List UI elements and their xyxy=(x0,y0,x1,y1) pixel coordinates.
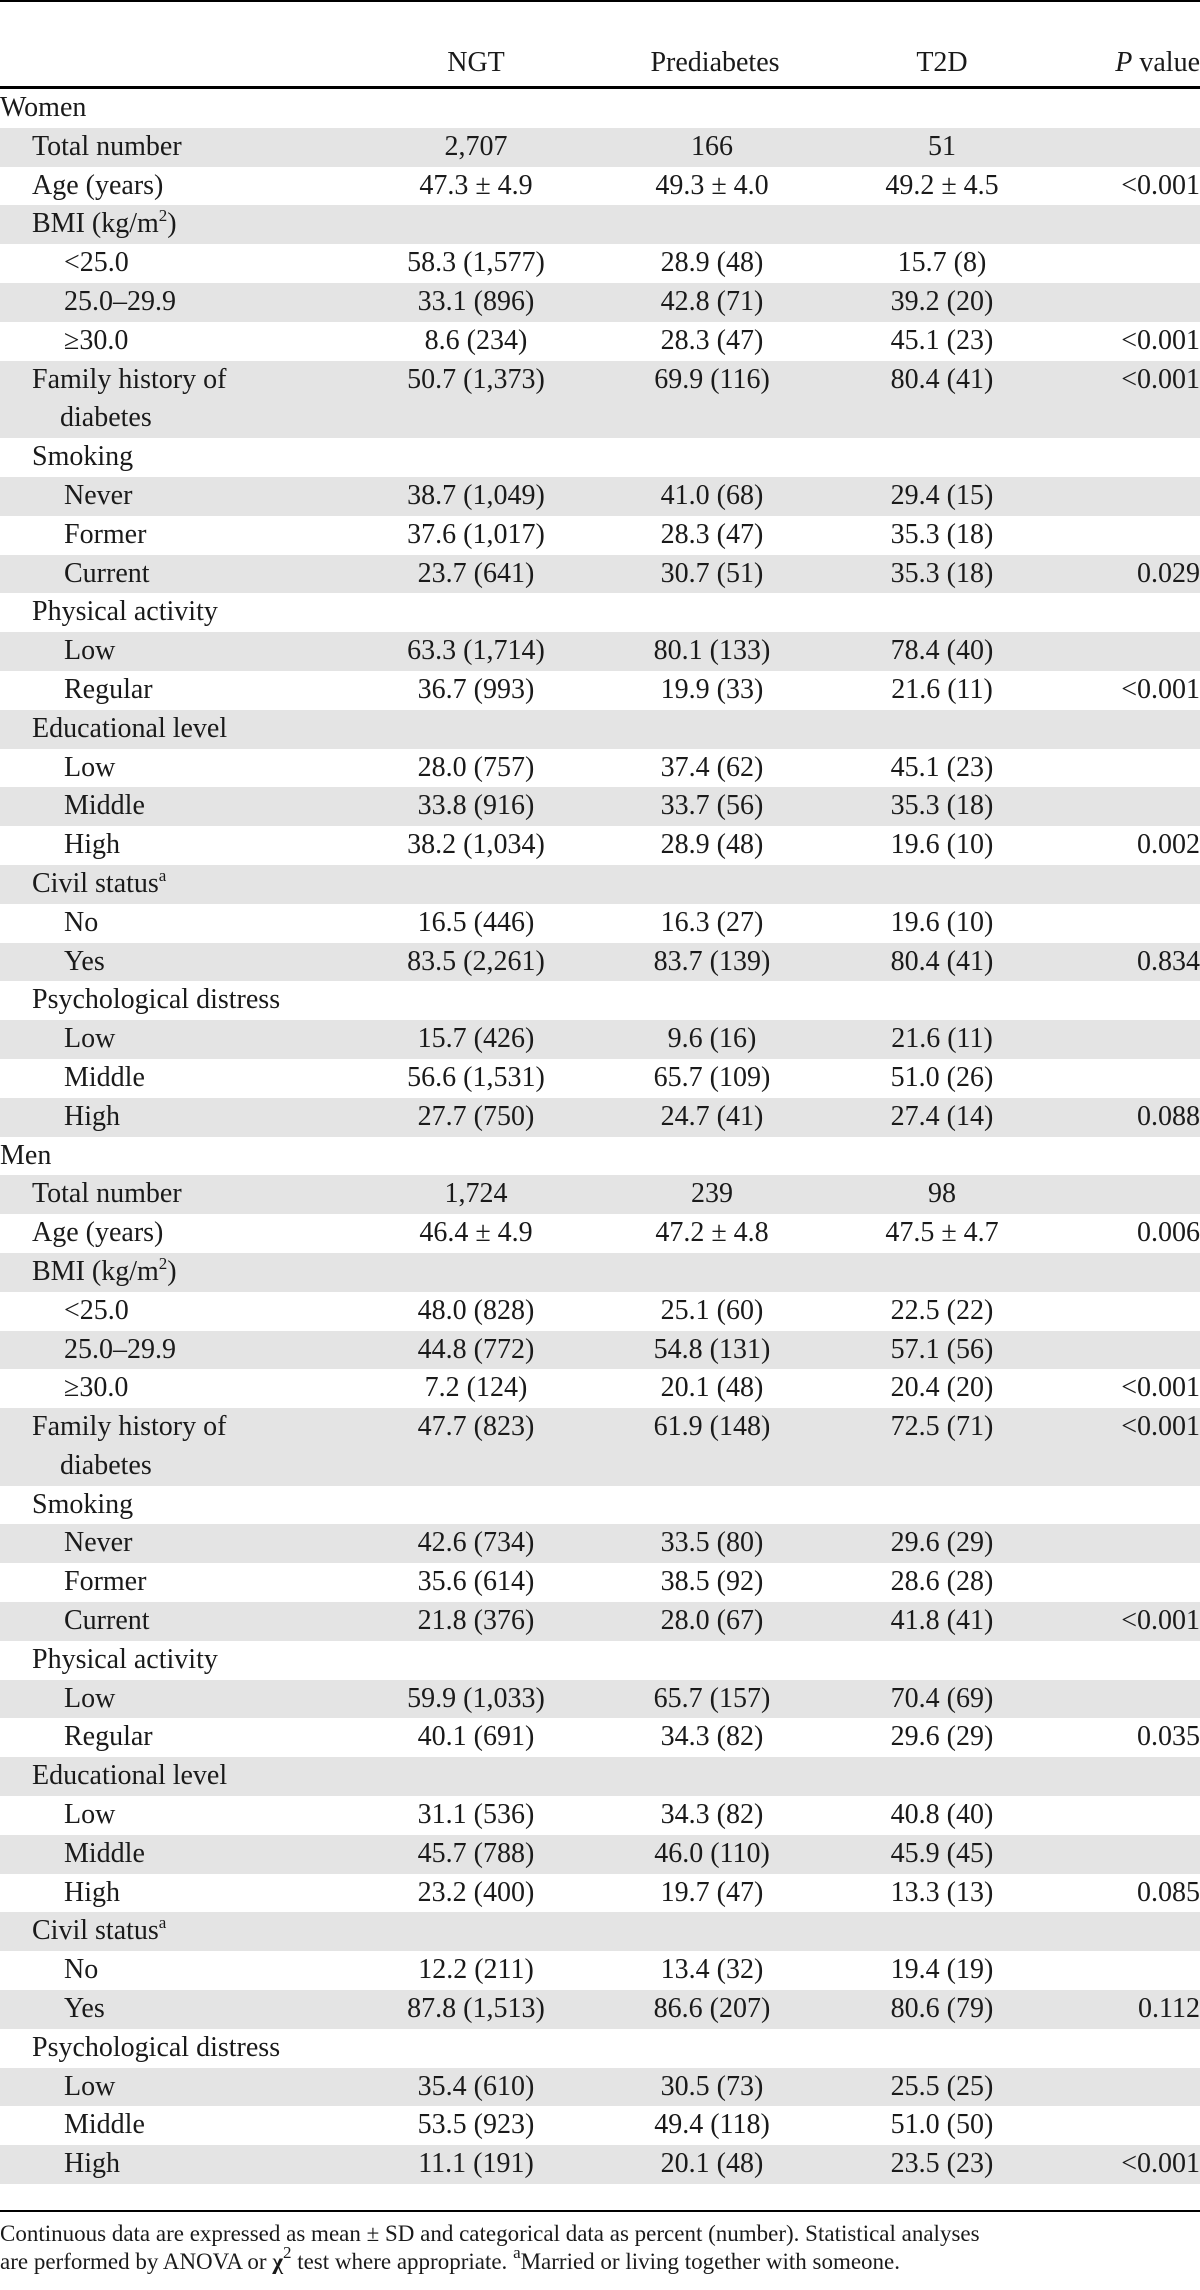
cell-t2d: 80.6 (79) xyxy=(890,1993,994,2025)
cell-prediabetes: 69.9 (116) xyxy=(654,363,770,395)
table-row xyxy=(0,1563,1200,1602)
row-label: Total number xyxy=(32,1178,182,1210)
row-label: Low xyxy=(64,635,116,667)
cell-t2d: 35.3 (18) xyxy=(890,557,994,589)
cell-ngt: 1,724 xyxy=(444,1178,508,1210)
table-row xyxy=(0,128,1200,167)
cell-p-value: 0.088 xyxy=(1137,1100,1200,1132)
table-row xyxy=(0,671,1200,710)
row-label: Regular xyxy=(64,1721,153,1753)
cell-t2d: 80.4 (41) xyxy=(890,945,994,977)
group-header-row xyxy=(0,593,1200,632)
cell-t2d: 72.5 (71) xyxy=(890,1411,994,1443)
cell-ngt: 2,707 xyxy=(444,130,508,162)
cell-t2d: 19.6 (10) xyxy=(890,906,994,938)
group-header-row xyxy=(0,1253,1200,1292)
cell-t2d: 70.4 (69) xyxy=(890,1682,994,1714)
cell-prediabetes: 47.2 ± 4.8 xyxy=(655,1217,769,1249)
table-footnote xyxy=(0,2220,1200,2276)
table-row xyxy=(0,1718,1200,1757)
row-label: Smoking xyxy=(32,1488,134,1520)
row-label: Physical activity xyxy=(32,1643,218,1675)
cell-t2d: 23.5 (23) xyxy=(890,2148,994,2180)
cell-prediabetes: 37.4 (62) xyxy=(660,751,764,783)
cell-ngt: 87.8 (1,513) xyxy=(407,1993,545,2025)
table-row xyxy=(0,1175,1200,1214)
cell-p-value: 0.002 xyxy=(1137,829,1200,861)
cell-ngt: 11.1 (191) xyxy=(418,2148,534,2180)
table-row xyxy=(0,826,1200,865)
cell-prediabetes: 20.1 (48) xyxy=(660,1372,764,1404)
cell-t2d: 80.4 (41) xyxy=(890,363,994,395)
group-header-row xyxy=(0,981,1200,1020)
cell-p-value: 0.834 xyxy=(1137,945,1200,977)
table-row xyxy=(0,1098,1200,1137)
row-label: Middle xyxy=(64,790,145,822)
row-label: ≥30.0 xyxy=(64,1372,129,1404)
cell-ngt: 45.7 (788) xyxy=(417,1837,535,1869)
cell-ngt: 38.2 (1,034) xyxy=(407,829,545,861)
cell-p-value: <0.001 xyxy=(1121,324,1200,356)
table-row xyxy=(0,749,1200,788)
table-row xyxy=(0,283,1200,322)
cell-p-value: <0.001 xyxy=(1121,169,1200,201)
row-label: Never xyxy=(64,479,133,511)
cell-prediabetes: 9.6 (16) xyxy=(667,1023,757,1055)
row-label: High xyxy=(64,829,120,861)
table-row xyxy=(0,1020,1200,1059)
cell-t2d: 21.6 (11) xyxy=(891,673,993,705)
cell-p-value: <0.001 xyxy=(1121,1605,1200,1637)
group-header-row xyxy=(0,1912,1200,1951)
table-row xyxy=(0,555,1200,594)
cell-t2d: 49.2 ± 4.5 xyxy=(885,169,999,201)
table-row xyxy=(0,167,1200,206)
cell-t2d: 45.1 (23) xyxy=(890,751,994,783)
row-label: Middle xyxy=(64,2109,145,2141)
cell-t2d: 41.8 (41) xyxy=(890,1605,994,1637)
cell-prediabetes: 30.7 (51) xyxy=(660,557,764,589)
cell-t2d: 39.2 (20) xyxy=(890,285,994,317)
cell-prediabetes: 54.8 (131) xyxy=(653,1333,771,1365)
table-row xyxy=(0,904,1200,943)
table-row xyxy=(0,1796,1200,1835)
cell-t2d: 78.4 (40) xyxy=(890,635,994,667)
cell-prediabetes: 28.3 (47) xyxy=(660,518,764,550)
cell-p-value: <0.001 xyxy=(1121,1411,1200,1443)
row-label: Low xyxy=(64,1799,116,1831)
cell-t2d: 51 xyxy=(928,130,956,162)
group-header-row xyxy=(0,205,1200,244)
row-label: <25.0 xyxy=(64,1294,129,1326)
col-header-p-value: P value xyxy=(1115,47,1200,78)
cell-prediabetes: 61.9 (148) xyxy=(653,1411,771,1443)
cell-t2d: 21.6 (11) xyxy=(891,1023,993,1055)
cell-ngt: 42.6 (734) xyxy=(417,1527,535,1559)
cell-prediabetes: 24.7 (41) xyxy=(660,1100,764,1132)
cell-ngt: 58.3 (1,577) xyxy=(407,247,545,279)
cell-p-value: 0.035 xyxy=(1137,1721,1200,1753)
cell-t2d: 51.0 (26) xyxy=(890,1061,994,1093)
table-row xyxy=(0,2068,1200,2107)
cell-prediabetes: 65.7 (109) xyxy=(653,1061,771,1093)
cell-t2d: 13.3 (13) xyxy=(890,1876,994,1908)
cell-ngt: 83.5 (2,261) xyxy=(407,945,545,977)
table-row xyxy=(0,632,1200,671)
cell-ngt: 46.4 ± 4.9 xyxy=(419,1217,533,1249)
group-header-row xyxy=(0,865,1200,904)
cell-t2d: 57.1 (56) xyxy=(890,1333,994,1365)
table-row xyxy=(0,477,1200,516)
row-label: Current xyxy=(64,1605,150,1637)
cell-prediabetes: 34.3 (82) xyxy=(660,1721,764,1753)
table-row xyxy=(0,1369,1200,1408)
row-label: Age (years) xyxy=(32,1217,164,1249)
row-label: Smoking xyxy=(32,441,134,473)
cell-p-value: 0.112 xyxy=(1138,1993,1200,2025)
cell-prediabetes: 42.8 (71) xyxy=(660,285,764,317)
table-row xyxy=(0,1990,1200,2029)
cell-t2d: 45.1 (23) xyxy=(890,324,994,356)
table-row xyxy=(0,1059,1200,1098)
table-row xyxy=(0,1214,1200,1253)
cell-prediabetes: 19.9 (33) xyxy=(660,673,764,705)
cell-ngt: 23.7 (641) xyxy=(417,557,535,589)
cell-p-value: 0.085 xyxy=(1137,1876,1200,1908)
cell-ngt: 48.0 (828) xyxy=(417,1294,535,1326)
cell-prediabetes: 166 xyxy=(691,130,733,162)
row-label: No xyxy=(64,1954,99,1986)
cell-prediabetes: 28.3 (47) xyxy=(660,324,764,356)
cell-t2d: 51.0 (50) xyxy=(890,2109,994,2141)
cell-t2d: 40.8 (40) xyxy=(890,1799,994,1831)
bottom-rule xyxy=(0,2210,1200,2212)
cell-prediabetes: 49.3 ± 4.0 xyxy=(655,169,769,201)
table-row xyxy=(0,1524,1200,1563)
group-header-row xyxy=(0,2029,1200,2068)
row-label: Women xyxy=(0,92,87,123)
table-row xyxy=(0,1331,1200,1370)
cell-t2d: 29.6 (29) xyxy=(890,1527,994,1559)
cell-ngt: 56.6 (1,531) xyxy=(407,1061,545,1093)
row-label: Physical activity xyxy=(32,596,218,628)
row-label: Low xyxy=(64,1682,116,1714)
row-label: Educational level xyxy=(32,1760,228,1792)
section-header-row xyxy=(0,1137,1200,1176)
cell-ngt: 40.1 (691) xyxy=(417,1721,535,1753)
table-row xyxy=(0,361,1200,439)
cell-ngt: 35.6 (614) xyxy=(417,1566,535,1598)
table-row xyxy=(0,1874,1200,1913)
cell-t2d: 25.5 (25) xyxy=(890,2070,994,2102)
cell-t2d: 35.3 (18) xyxy=(890,790,994,822)
cell-prediabetes: 86.6 (207) xyxy=(653,1993,771,2025)
row-label: Former xyxy=(64,1566,147,1598)
cell-ngt: 15.7 (426) xyxy=(417,1023,535,1055)
row-label: 25.0–29.9 xyxy=(64,285,176,317)
cell-p-value: 0.006 xyxy=(1137,1217,1200,1249)
cell-ngt: 59.9 (1,033) xyxy=(407,1682,545,1714)
cell-prediabetes: 16.3 (27) xyxy=(660,906,764,938)
cell-prediabetes: 28.0 (67) xyxy=(660,1605,764,1637)
cell-t2d: 28.6 (28) xyxy=(890,1566,994,1598)
cell-prediabetes: 19.7 (47) xyxy=(660,1876,764,1908)
cell-prediabetes: 33.5 (80) xyxy=(660,1527,764,1559)
table-row xyxy=(0,1951,1200,1990)
cell-ngt: 7.2 (124) xyxy=(424,1372,528,1404)
row-label: No xyxy=(64,906,99,938)
row-label: Middle xyxy=(64,1061,145,1093)
cell-ngt: 8.6 (234) xyxy=(424,324,528,356)
cell-ngt: 12.2 (211) xyxy=(418,1954,534,1986)
cell-ngt: 38.7 (1,049) xyxy=(407,479,545,511)
cell-t2d: 20.4 (20) xyxy=(890,1372,994,1404)
cell-ngt: 63.3 (1,714) xyxy=(407,635,545,667)
cell-t2d: 19.4 (19) xyxy=(890,1954,994,1986)
row-label: Civil status$^a$ xyxy=(32,1913,167,1947)
table-row xyxy=(0,2145,1200,2184)
cell-ngt: 33.1 (896) xyxy=(417,285,535,317)
row-label: Yes xyxy=(64,945,105,977)
cell-ngt: 36.7 (993) xyxy=(417,673,535,705)
cell-prediabetes: 20.1 (48) xyxy=(660,2148,764,2180)
table-row xyxy=(0,1602,1200,1641)
cell-ngt: 35.4 (610) xyxy=(417,2070,535,2102)
row-label: Educational level xyxy=(32,712,228,744)
row-label: Current xyxy=(64,557,150,589)
row-label: Family history of diabetes xyxy=(32,1411,227,1481)
cell-t2d: 98 xyxy=(928,1178,956,1210)
cell-prediabetes: 41.0 (68) xyxy=(660,479,764,511)
col-header-t2d: T2D xyxy=(916,47,968,78)
cell-t2d: 29.6 (29) xyxy=(890,1721,994,1753)
table-row xyxy=(0,1408,1200,1486)
table-header xyxy=(0,0,1200,86)
row-label: <25.0 xyxy=(64,247,129,279)
footnote-line-2: are performed by ANOVA or $\chi^2$ test where appropriate. $^a$Married or living together with someone. xyxy=(0,2243,901,2274)
col-header-ngt: NGT xyxy=(447,47,505,78)
cell-t2d: 27.4 (14) xyxy=(890,1100,994,1132)
row-label: Civil status$^a$ xyxy=(32,865,167,899)
row-label: Age (years) xyxy=(32,169,164,201)
row-label: Yes xyxy=(64,1993,105,2025)
chi-symbol: χ xyxy=(272,2249,283,2274)
row-label: ≥30.0 xyxy=(64,324,129,356)
row-label: 25.0–29.9 xyxy=(64,1333,176,1365)
group-header-row xyxy=(0,1486,1200,1525)
cell-p-value: <0.001 xyxy=(1121,1372,1200,1404)
cell-ngt: 23.2 (400) xyxy=(417,1876,535,1908)
cell-prediabetes: 30.5 (73) xyxy=(660,2070,764,2102)
cell-ngt: 37.6 (1,017) xyxy=(407,518,545,550)
group-header-row xyxy=(0,710,1200,749)
cell-prediabetes: 46.0 (110) xyxy=(654,1837,770,1869)
row-label: Psychological distress xyxy=(32,2031,281,2063)
footnote-line-1: Continuous data are expressed as mean ± SD and categorical data as percent (number). Statistical analyses xyxy=(0,2221,980,2246)
cell-ngt: 47.3 ± 4.9 xyxy=(419,169,533,201)
cell-ngt: 53.5 (923) xyxy=(417,2109,535,2141)
row-label: Psychological distress xyxy=(32,984,281,1016)
table-row xyxy=(0,787,1200,826)
cell-ngt: 47.7 (823) xyxy=(417,1411,535,1443)
row-label: Middle xyxy=(64,1837,145,1869)
group-header-row xyxy=(0,438,1200,477)
row-label: Total number xyxy=(32,130,182,162)
cell-t2d: 35.3 (18) xyxy=(890,518,994,550)
row-label: BMI $(kg/m^2)$ xyxy=(32,1253,177,1287)
cell-prediabetes: 239 xyxy=(691,1178,733,1210)
cell-ngt: 33.8 (916) xyxy=(417,790,535,822)
cell-prediabetes: 83.7 (139) xyxy=(653,945,771,977)
cell-prediabetes: 65.7 (157) xyxy=(653,1682,771,1714)
group-header-row xyxy=(0,1641,1200,1680)
table-row xyxy=(0,244,1200,283)
row-label: Low xyxy=(64,751,116,783)
table-row xyxy=(0,516,1200,555)
row-label: Men xyxy=(0,1139,52,1171)
cell-prediabetes: 80.1 (133) xyxy=(653,635,771,667)
table-row xyxy=(0,322,1200,361)
table-body xyxy=(0,89,1200,2184)
section-header-row xyxy=(0,89,1200,128)
col-header-prediabetes: Prediabetes xyxy=(650,47,780,78)
cell-ngt: 44.8 (772) xyxy=(417,1333,535,1365)
cell-prediabetes: 28.9 (48) xyxy=(660,247,764,279)
cell-prediabetes: 34.3 (82) xyxy=(660,1799,764,1831)
cell-ngt: 21.8 (376) xyxy=(417,1605,535,1637)
cell-t2d: 47.5 ± 4.7 xyxy=(885,1217,999,1249)
row-label: Never xyxy=(64,1527,133,1559)
cell-p-value: <0.001 xyxy=(1121,2148,1200,2180)
row-label: Family history of diabetes xyxy=(32,363,227,434)
cell-ngt: 28.0 (757) xyxy=(417,751,535,783)
cell-p-value: 0.029 xyxy=(1137,557,1200,589)
table-row xyxy=(0,2106,1200,2145)
cell-p-value: <0.001 xyxy=(1121,673,1200,705)
row-label: BMI $(kg/m^2)$ xyxy=(32,206,177,240)
cell-t2d: 19.6 (10) xyxy=(890,829,994,861)
cell-t2d: 22.5 (22) xyxy=(890,1294,994,1326)
row-label: Low xyxy=(64,1023,116,1055)
cell-t2d: 15.7 (8) xyxy=(897,247,987,279)
cell-ngt: 50.7 (1,373) xyxy=(407,363,545,395)
cell-p-value: <0.001 xyxy=(1121,363,1200,395)
cell-t2d: 29.4 (15) xyxy=(890,479,994,511)
row-label: High xyxy=(64,1876,120,1908)
cell-prediabetes: 33.7 (56) xyxy=(660,790,764,822)
cell-prediabetes: 38.5 (92) xyxy=(660,1566,764,1598)
cell-prediabetes: 25.1 (60) xyxy=(660,1294,764,1326)
group-header-row xyxy=(0,1757,1200,1796)
table-row xyxy=(0,943,1200,982)
cell-ngt: 31.1 (536) xyxy=(417,1799,535,1831)
row-label: Regular xyxy=(64,673,153,705)
row-label: Low xyxy=(64,2070,116,2102)
row-label: High xyxy=(64,1100,120,1132)
cell-ngt: 27.7 (750) xyxy=(417,1100,535,1132)
cell-prediabetes: 28.9 (48) xyxy=(660,829,764,861)
cell-ngt: 16.5 (446) xyxy=(417,906,535,938)
table-row xyxy=(0,1835,1200,1874)
row-label: Former xyxy=(64,518,147,550)
table-row xyxy=(0,1680,1200,1719)
cell-t2d: 45.9 (45) xyxy=(890,1837,994,1869)
row-label: High xyxy=(64,2148,120,2180)
cell-prediabetes: 13.4 (32) xyxy=(660,1954,764,1986)
cell-prediabetes: 49.4 (118) xyxy=(654,2109,770,2141)
table-row xyxy=(0,1292,1200,1331)
